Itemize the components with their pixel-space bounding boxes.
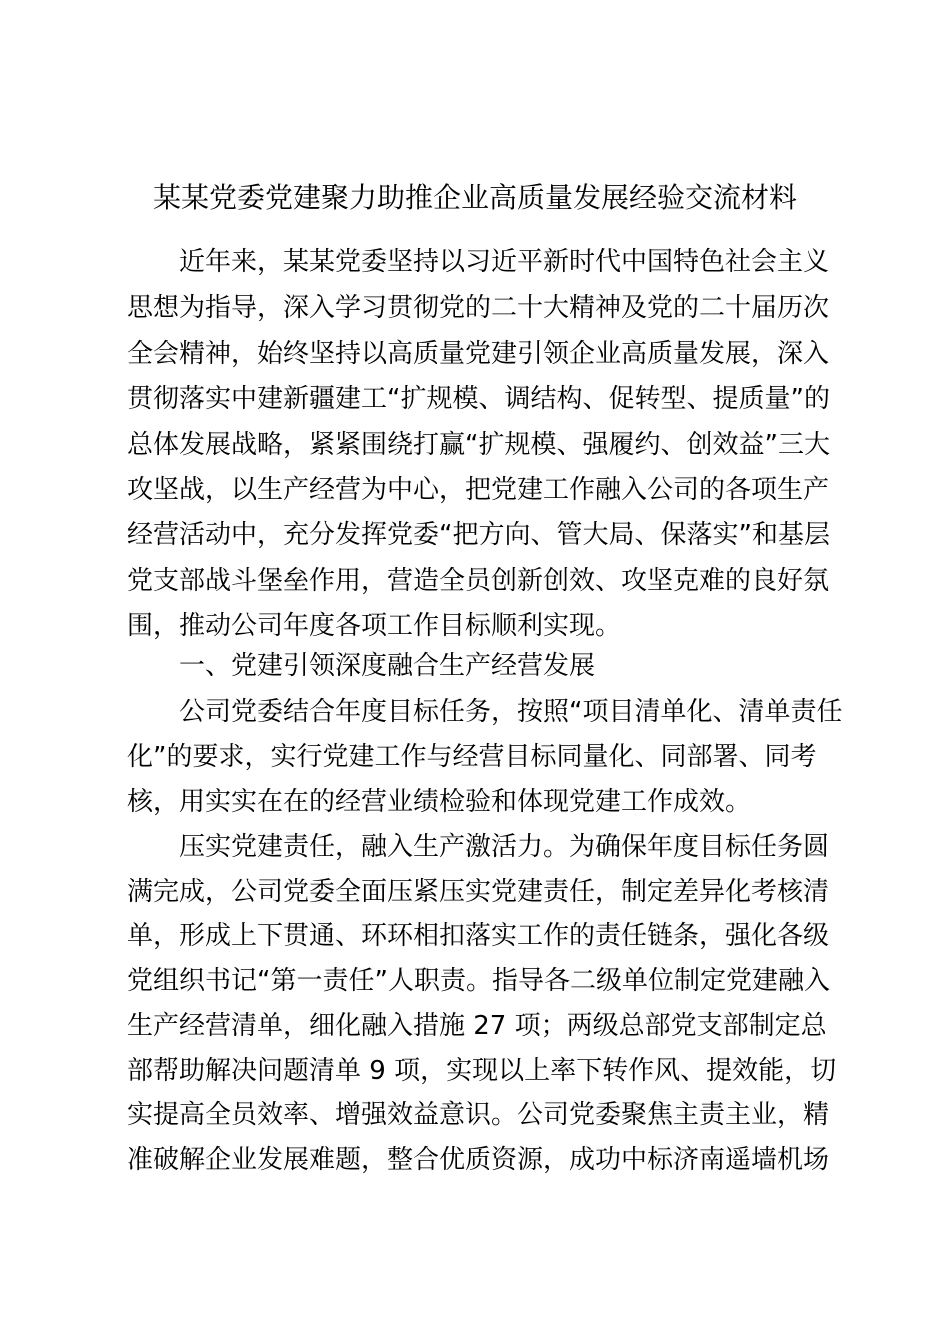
paragraph-line: 党支部战斗堡垒作用，营造全员创新创效、攻坚克难的良好氛 <box>127 566 830 596</box>
paragraph-line: 全会精神，始终坚持以高质量党建引领企业高质量发展，深入 <box>127 339 830 369</box>
paragraph-line: 思想为指导，深入学习贯彻党的二十大精神及党的二十届历次 <box>127 293 830 323</box>
paragraph-line: 公司党委结合年度目标任务，按照“项目清单化、清单责任 <box>179 697 843 727</box>
paragraph-line: 压实党建责任，融入生产激活力。为确保年度目标任务圆 <box>179 832 830 862</box>
paragraph-line: 攻坚战，以生产经营为中心，把党建工作融入公司的各项生产 <box>127 475 830 505</box>
paragraph-line: 准破解企业发展难题，整合优质资源，成功中标济南遥墙机场 <box>127 1145 830 1175</box>
paragraph-line: 经营活动中，充分发挥党委“把方向、管大局、保落实”和基层 <box>127 520 830 550</box>
paragraph-line: 满完成，公司党委全面压紧压实党建责任，制定差异化考核清 <box>127 877 830 907</box>
paragraph-line: 近年来，某某党委坚持以习近平新时代中国特色社会主义 <box>179 247 830 277</box>
paragraph-line: 化”的要求，实行党建工作与经营目标同量化、同部署、同考 <box>127 742 817 772</box>
paragraph-line: 总体发展战略，紧紧围绕打赢“扩规模、强履约、创效益”三大 <box>127 430 830 460</box>
paragraph-line: 生产经营清单，细化融入措施 27 项；两级总部党支部制定总 <box>127 1011 827 1041</box>
paragraph-line: 贯彻落实中建新疆建工“扩规模、调结构、促转型、提质量”的 <box>127 384 830 414</box>
section-heading: 一、党建引领深度融合生产经营发展 <box>179 651 596 681</box>
paragraph-line: 党组织书记“第一责任”人职责。指导各二级单位制定党建融入 <box>127 966 830 996</box>
paragraph-line: 实提高全员效率、增强效益意识。公司党委聚焦主责主业，精 <box>127 1100 830 1130</box>
document-title: 某某党委党建聚力助推企业高质量发展经验交流材料 <box>152 181 797 214</box>
paragraph-line: 围，推动公司年度各项工作目标顺利实现。 <box>127 611 622 641</box>
paragraph-line: 部帮助解决问题清单 9 项，实现以上率下转作风、提效能，切 <box>127 1056 837 1086</box>
paragraph-line: 核，用实实在在的经营业绩检验和体现党建工作成效。 <box>127 787 752 817</box>
paragraph-line: 单，形成上下贯通、环环相扣落实工作的责任链条，强化各级 <box>127 921 830 951</box>
